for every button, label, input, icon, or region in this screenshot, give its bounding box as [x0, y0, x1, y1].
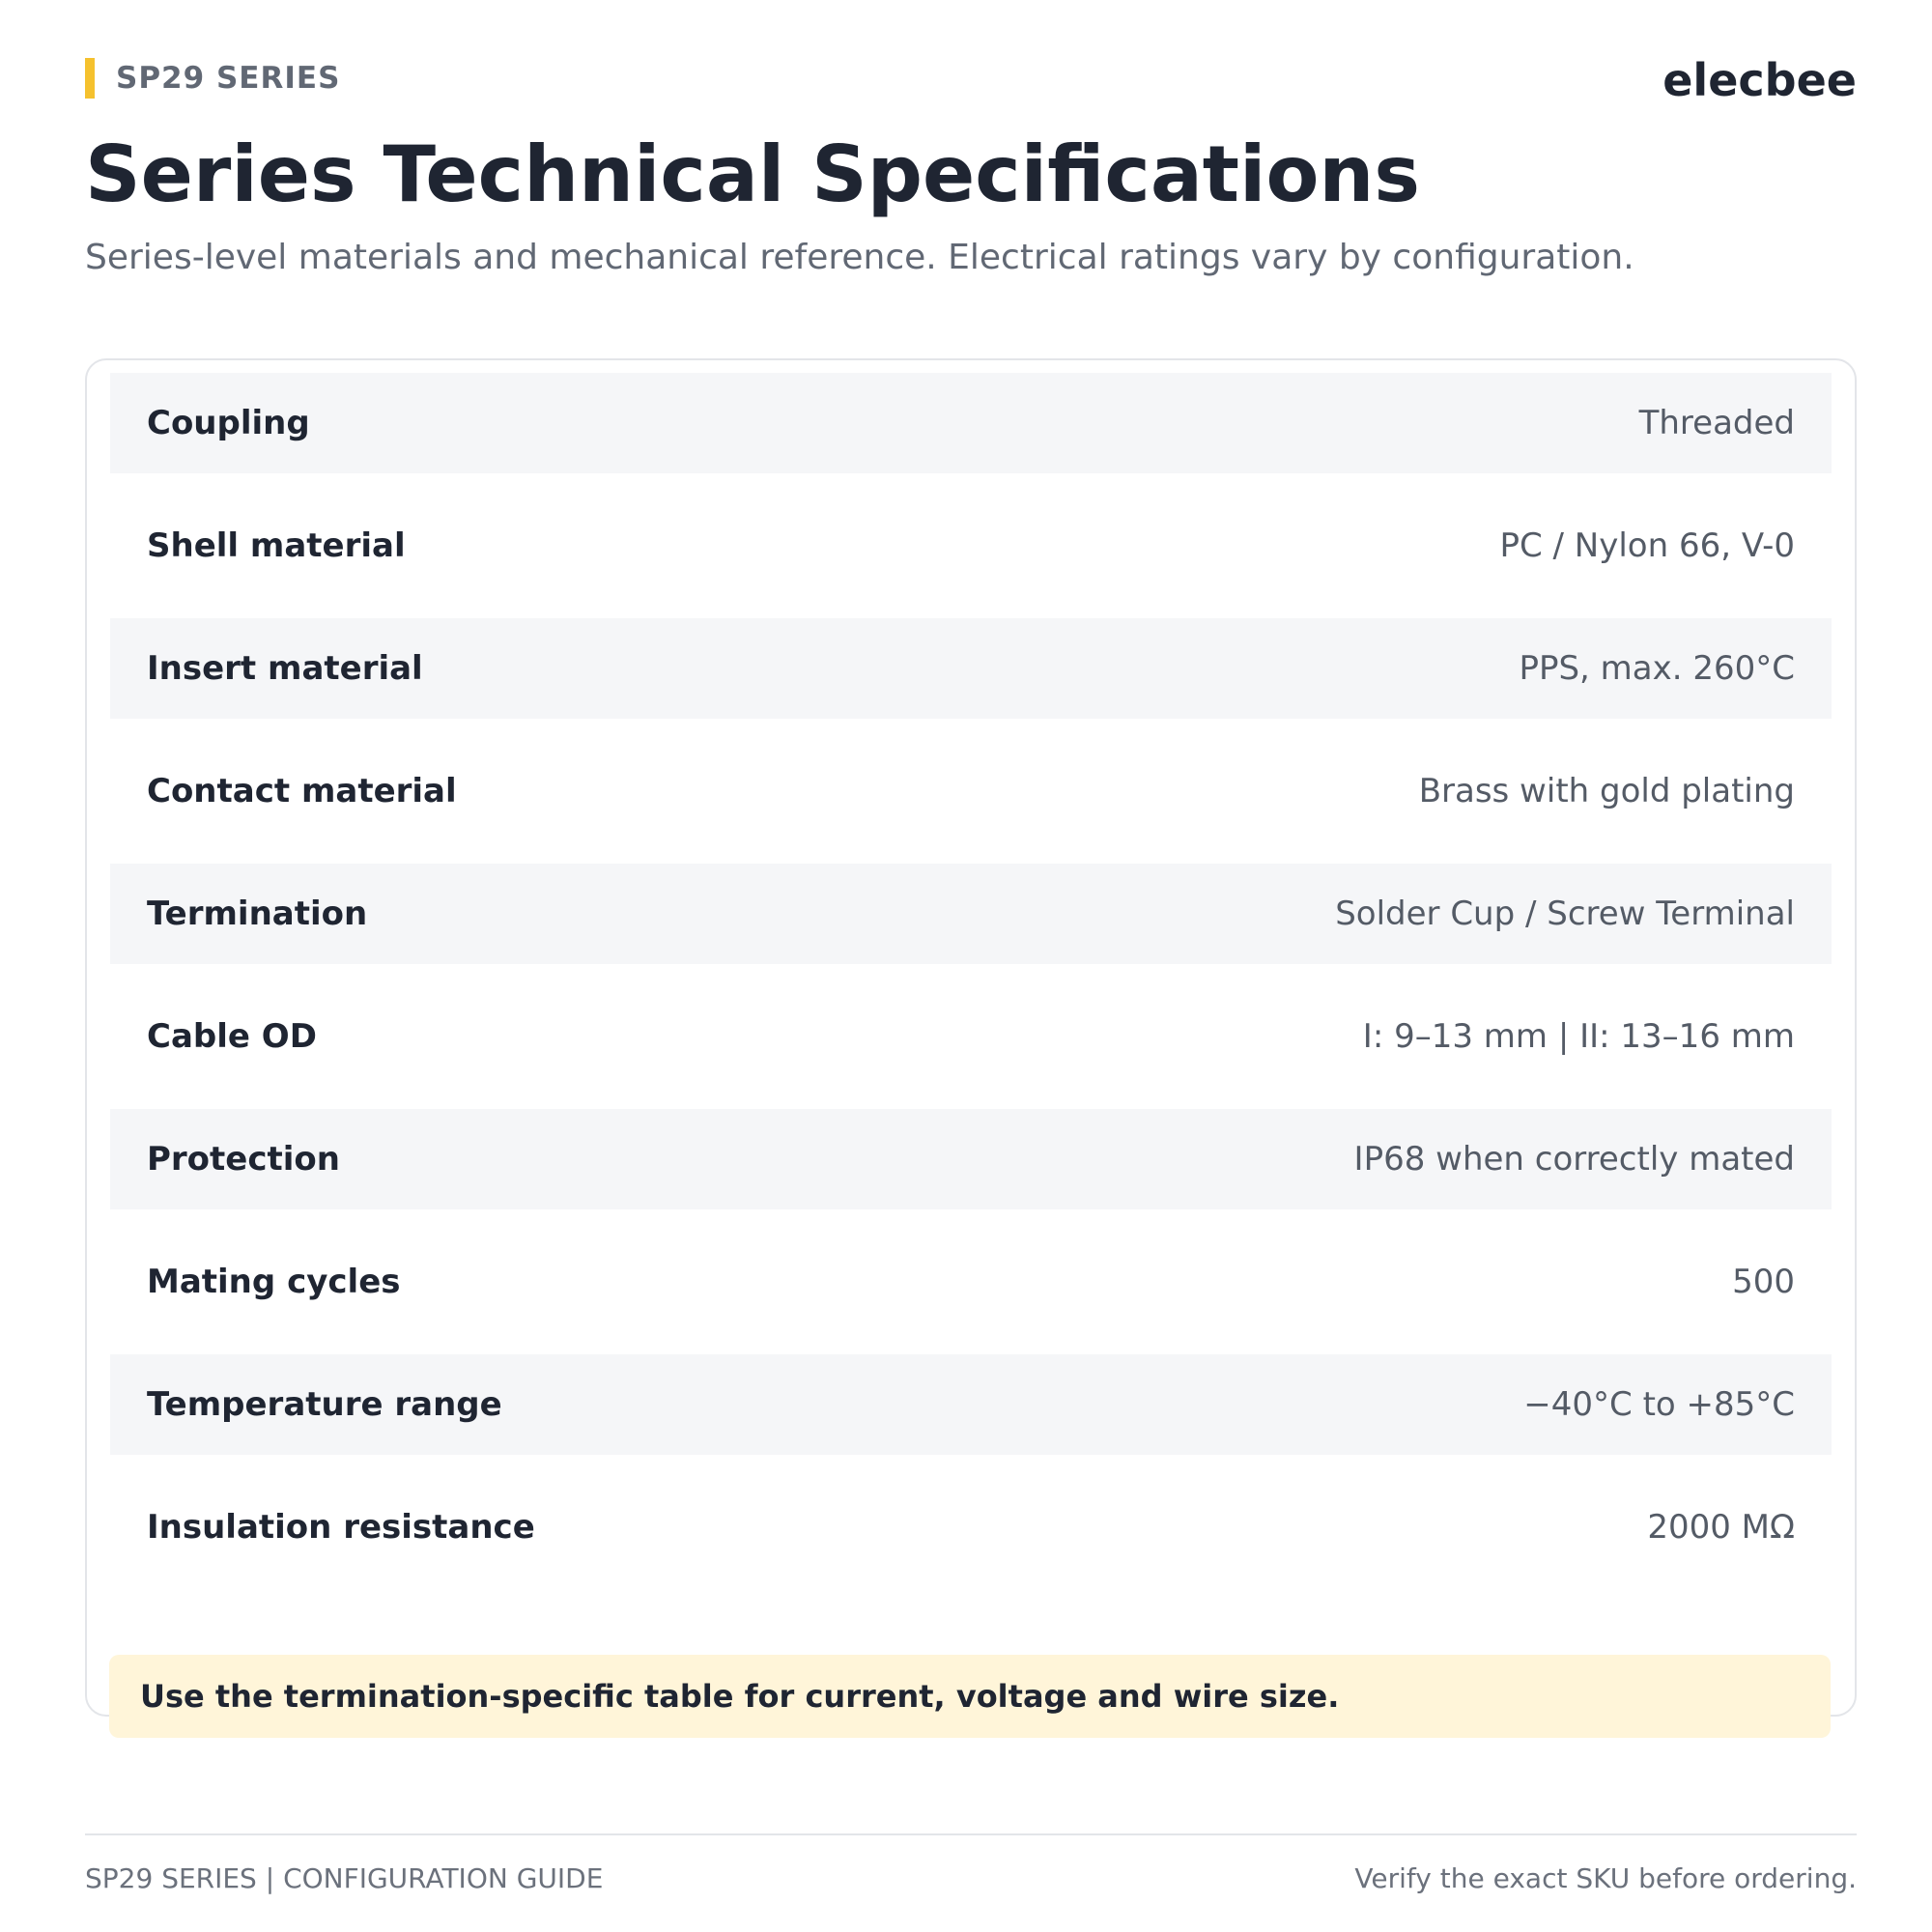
spec-label: Temperature range [147, 1385, 502, 1424]
spec-row [110, 1109, 1832, 1209]
spec-card [85, 358, 1857, 1717]
spec-value: IP68 when correctly mated [1353, 1140, 1795, 1179]
spec-row [110, 1232, 1832, 1332]
spec-row [110, 373, 1832, 473]
spec-label: Protection [147, 1140, 340, 1179]
spec-value: Solder Cup / Screw Terminal [1335, 895, 1795, 933]
spec-row [110, 864, 1832, 964]
spec-value: Brass with gold plating [1418, 772, 1795, 810]
spec-value: PPS, max. 260°C [1519, 649, 1795, 688]
spec-row [110, 1354, 1832, 1455]
spec-label: Contact material [147, 772, 457, 810]
spec-row [110, 1477, 1832, 1577]
spec-label: Coupling [147, 404, 310, 442]
spec-label: Shell material [147, 526, 406, 565]
spec-value: PC / Nylon 66, V-0 [1499, 526, 1795, 565]
spec-value: Threaded [1638, 404, 1795, 442]
page-title: Series Technical Specifications [85, 129, 1420, 219]
footer-right: Verify the exact SKU before ordering. [1354, 1862, 1857, 1894]
spec-row [110, 741, 1832, 841]
footer-left: SP29 SERIES | CONFIGURATION GUIDE [85, 1862, 604, 1894]
accent-bar [85, 58, 95, 99]
spec-label: Insert material [147, 649, 423, 688]
brand-logo: elecbee [1662, 54, 1857, 106]
spec-value: I: 9–13 mm | II: 13–16 mm [1362, 1017, 1795, 1056]
note-callout: Use the termination-specific table for current, voltage and wire size. [109, 1655, 1831, 1738]
spec-row [110, 618, 1832, 719]
series-eyebrow [85, 58, 340, 99]
spec-table [110, 373, 1832, 1600]
series-label: SP29 SERIES [116, 61, 341, 96]
spec-label: Insulation resistance [147, 1508, 535, 1547]
spec-label: Cable OD [147, 1017, 317, 1056]
footer-divider [85, 1833, 1857, 1835]
spec-value: 2000 MΩ [1647, 1508, 1795, 1547]
spec-value: 500 [1732, 1263, 1795, 1301]
spec-row [110, 496, 1832, 596]
spec-label: Termination [147, 895, 368, 933]
spec-label: Mating cycles [147, 1263, 401, 1301]
spec-value: −40°C to +85°C [1523, 1385, 1795, 1424]
page-subtitle: Series-level materials and mechanical reference. Electrical ratings vary by configuration. [85, 238, 1634, 277]
spec-row [110, 986, 1832, 1087]
